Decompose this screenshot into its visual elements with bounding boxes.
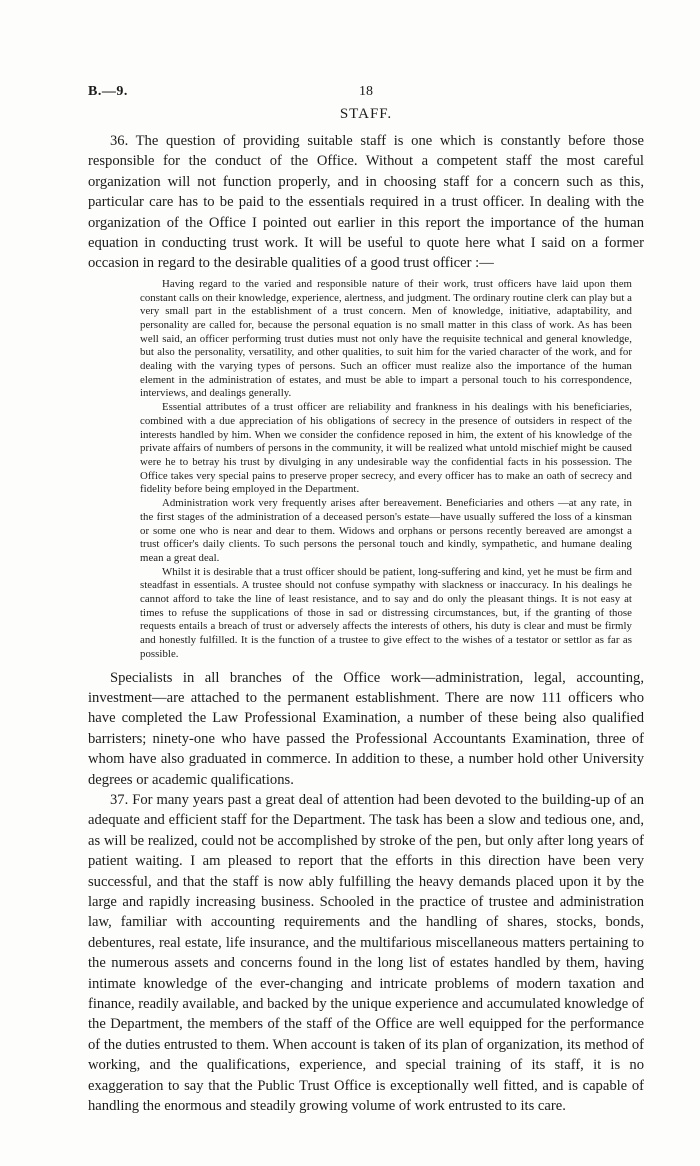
paragraph-37: 37. For many years past a great deal of attention had been devoted to the building-up of an adequate and efficient staff for the Department. The task has been a slow and tedious one, and, as will be realized, could not be accomplished by stroke of the pen, but only after long years of patient waiting. I am pleased to report that the efforts in this direction have been very successful, and that the staff is now ably fulfilling the heavy demands placed upon it by the large and rapidly increasing business. Schooled in the practice of trustee and administration law, familiar with accounting requirements and the handling of shares, stocks, bonds, debentures, real estate, life insurance, and the multifarious miscellaneous matters pertaining to the numerous assets and concerns found in the long list of estates handled by them, having intimate knowledge of the ever-changing and intricate problems of modern taxation and finance, readily available, and backed by the unique experience and accumulated knowledge of the Department, the members of the staff of the Office are well equipped for the performance of the duties entrusted to them. When account is taken of its plan of organization, its method of working, and the qualifications, experience, and special training of its staff, it is no exaggeration to say that the Public Trust Office is exceptionally well fitted, and is capable of handling the enormous and steadily growing volume of work entrusted to its care. bbox=[88, 791, 644, 1115]
quote-paragraph: Essential attributes of a trust officer are reliability and frankness in his dealings with his beneficiaries, combined with a due appreciation of his obligations of secrecy in the presence of outsiders in respect of the interests handled by him. When we consider the confidence reposed in him, the extent of his knowledge of the private affairs of numbers of persons in the community, it will be realized what untold mischief might be caused were he to betray his trust by divulging in any undesirable way the confidential facts in his possession. The Office takes very special pains to preserve proper secrecy, and every officer has to make an oath of secrecy and fidelity before being employed in the Department. bbox=[140, 401, 632, 496]
page-number: 18 bbox=[359, 84, 373, 99]
paragraph-36: 36. The question of providing suitable staff is one which is constantly before those responsible for the conduct of the Office. Without a competent staff the most careful organization will not function properly, and in choosing staff for a concern such as this, particular care has to be paid to the essentials required in a trust officer. In dealing with the organization of the Office I pointed out earlier in this report the importance of the human equation in conducting trust work. It will be useful to quote here what I said on a former occasion in regard to the desirable qualities of a good trust officer :— bbox=[88, 133, 644, 272]
page-header bbox=[88, 84, 644, 106]
quote-paragraph: Having regard to the varied and responsible nature of their work, trust officers have laid upon them constant calls on their knowledge, experience, alertness, and judgment. The ordinary routine clerk can play but a very small part in the establishment of a trust concern. Men of knowledge, initiative, adaptability, and personality are called for, because the personal equation is no small matter in this class of work. As has been well said, an officer performing trust duties must not only have the requisite technical and general knowledge, but also the personality, versatility, and other qualities, to suit him for the varied character of the work, and for dealing with the varying types of persons. Such an officer must realize also the importance of the human element in the administration of estates, and must be able to impart a personal touch to his correspondence, interviews, and dealings generally. bbox=[140, 277, 632, 400]
block-quote bbox=[140, 278, 632, 662]
quote-paragraph: Whilst it is desirable that a trust officer should be patient, long-suffering and kind, yet he must be firm and steadfast in essentials. A trustee should not confuse sympathy with slackness or inaccuracy. In his dealings he cannot afford to take the line of least resistance, and to say and do only the pleasant things. It is not easy at times to refuse the supplications of those in sad or distressing circumstances, but, if the granting of those requests entails a breach of trust or adversely affects the interests of others, his duty is clear and must be firmly and honestly fulfilled. It is the function of a trustee to give effect to the wishes of a testator or settlor as far as possible. bbox=[140, 565, 632, 660]
document-reference: B.—9. bbox=[88, 84, 128, 99]
section-title: STAFF. bbox=[339, 106, 393, 122]
quote-paragraph: Administration work very frequently arises after bereavement. Beneficiaries and others —at any rate, in the first stages of the administration of a deceased person's estate—have usually suffered the loss of a kinsman or some one who is near and dear to them. Widows and orphans or persons recently bereaved are amongst a trust officer's daily clients. To such persons the personal touch and kindly, sympathetic, and humane dealing mean a great deal. bbox=[140, 497, 632, 564]
paragraph-specialists: Specialists in all branches of the Office work—administration, legal, accounting, investment—are attached to the permanent establishment. There are now 111 officers who have completed the Law Professional Examination, a number of these being also qualified barristers; ninety-one who have passed the Professional Accountants Examination, three of whom have also graduated in commerce. In addition to these, a number hold other University degrees or academic qualifications. bbox=[88, 669, 644, 788]
